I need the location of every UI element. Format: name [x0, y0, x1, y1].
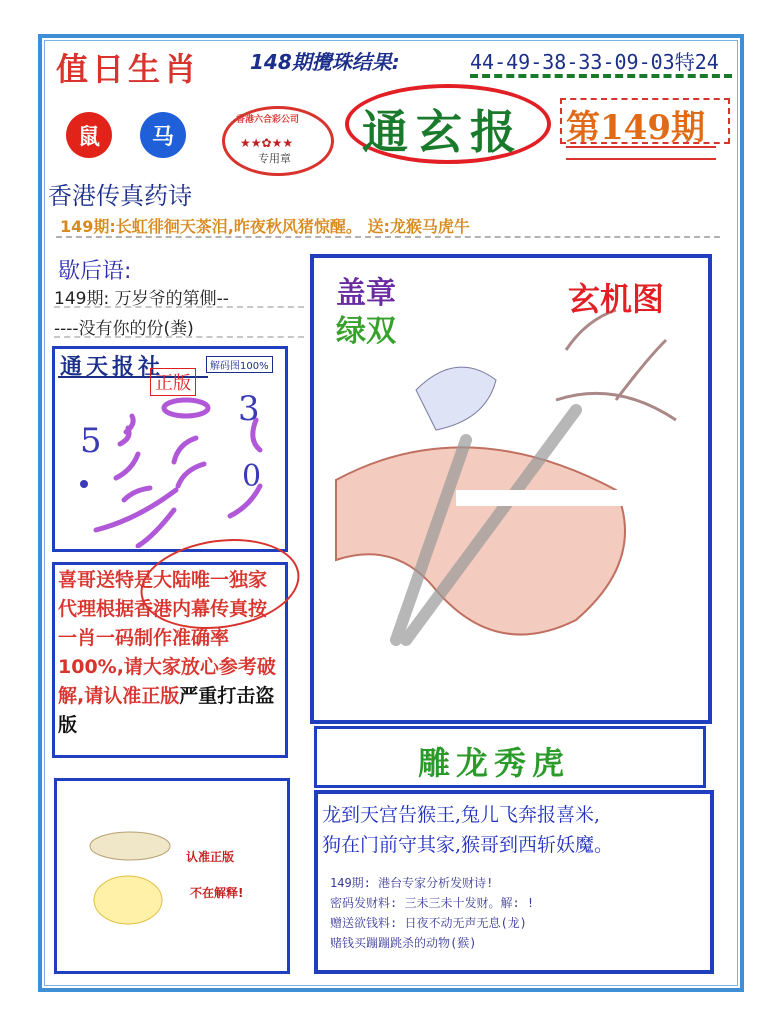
- puzzle-digit-0: 0: [242, 459, 262, 494]
- result-underline: [470, 74, 732, 78]
- puzzle-digit-5: 5: [80, 421, 102, 461]
- puzzle-dot: [80, 480, 88, 488]
- white-band: [456, 490, 696, 506]
- genuine-stamp: 正版: [150, 368, 196, 396]
- company-seal-use: 专用章: [258, 152, 291, 165]
- poem-small-line-2: 密码发财料: 三未三未十发财。解: !: [330, 896, 535, 910]
- notice-red-text: 喜哥送特是大陆唯一独家代理根据香港内幕传真按一肖一码制作准确率100%,请大家放心参考破解,请认准正版: [58, 569, 276, 707]
- fax-poem-divider: [56, 236, 720, 238]
- genuine-line-1: 认准正版: [186, 850, 235, 864]
- poem-small-line-3: 赠送欲钱料: 日夜不动无声无息(龙): [330, 916, 527, 930]
- xiehouyu-line-1: 149期: 万岁爷的第側--: [54, 289, 229, 309]
- draw-result-numbers: 44-49-38-33-09-03特24: [470, 50, 719, 74]
- duty-zodiac-title: 值日生肖: [56, 50, 201, 88]
- issue-underline: [566, 146, 716, 160]
- issue-number: 第149期: [566, 108, 705, 148]
- tongtian-title: 通天报社: [60, 354, 165, 380]
- seal-label: 盖章: [336, 276, 396, 311]
- poem-line-1: 龙到天宫告猴王,兔儿飞奔报喜米,: [322, 804, 601, 826]
- fax-poem-title: 香港传真药诗: [48, 182, 192, 210]
- seal-sub-label: 绿双: [336, 314, 396, 349]
- fax-poem-line: 149期:长虹徘徊天茶泪,昨夜秋风猪惊醒。 送:龙猴马虎牛: [60, 217, 470, 236]
- xiehouyu-divider-1: [54, 306, 304, 308]
- puzzle-digit-3: 3: [238, 389, 260, 429]
- xiehouyu-divider-2: [54, 336, 304, 338]
- notice-text: [58, 566, 284, 740]
- genuine-icons: [80, 826, 180, 936]
- carve-title: 雕龙秀虎: [418, 744, 571, 782]
- poem-small-line-4: 赌钱买蹦蹦跳杀的动物(猴): [330, 936, 477, 950]
- stroke-mark-3: [116, 454, 150, 500]
- genuine-line-2: 不在解释!: [190, 886, 244, 900]
- branch-shape: [556, 310, 676, 420]
- bowl-icon: [90, 832, 170, 860]
- chick-icon: [94, 876, 162, 924]
- stroke-mark-2: [174, 438, 204, 486]
- seal-stars-icon: ★★✿★★: [240, 136, 294, 150]
- notice-black-text: 严重打击盗版: [58, 685, 275, 736]
- stroke-oval: [164, 400, 208, 416]
- stroke-mark-4: [96, 490, 176, 546]
- figure-shape: [416, 367, 496, 430]
- tongtian-tag: 解码图100%: [206, 356, 273, 373]
- poem-line-2: 狗在门前守其家,猴哥到西斩妖魔。: [322, 834, 614, 856]
- tongtian-puzzle-drawing: [56, 380, 284, 548]
- company-seal-text: 香港六合彩公司: [236, 115, 300, 125]
- zodiac-rat-badge: 鼠: [66, 112, 112, 158]
- zodiac-horse-badge: 马: [140, 112, 186, 158]
- poem-small-line-1: 149期: 港台专家分析发财诗!: [330, 876, 494, 890]
- xiehouyu-line-2: ----没有你的份(粪): [54, 319, 194, 339]
- masthead-title: 通玄报: [362, 105, 524, 159]
- mystery-picture-title: 玄机图: [568, 280, 665, 318]
- stroke-mark: [120, 416, 133, 444]
- xiehouyu-title: 歇后语:: [58, 259, 132, 284]
- draw-result-label: 148期攪珠结果:: [250, 50, 400, 74]
